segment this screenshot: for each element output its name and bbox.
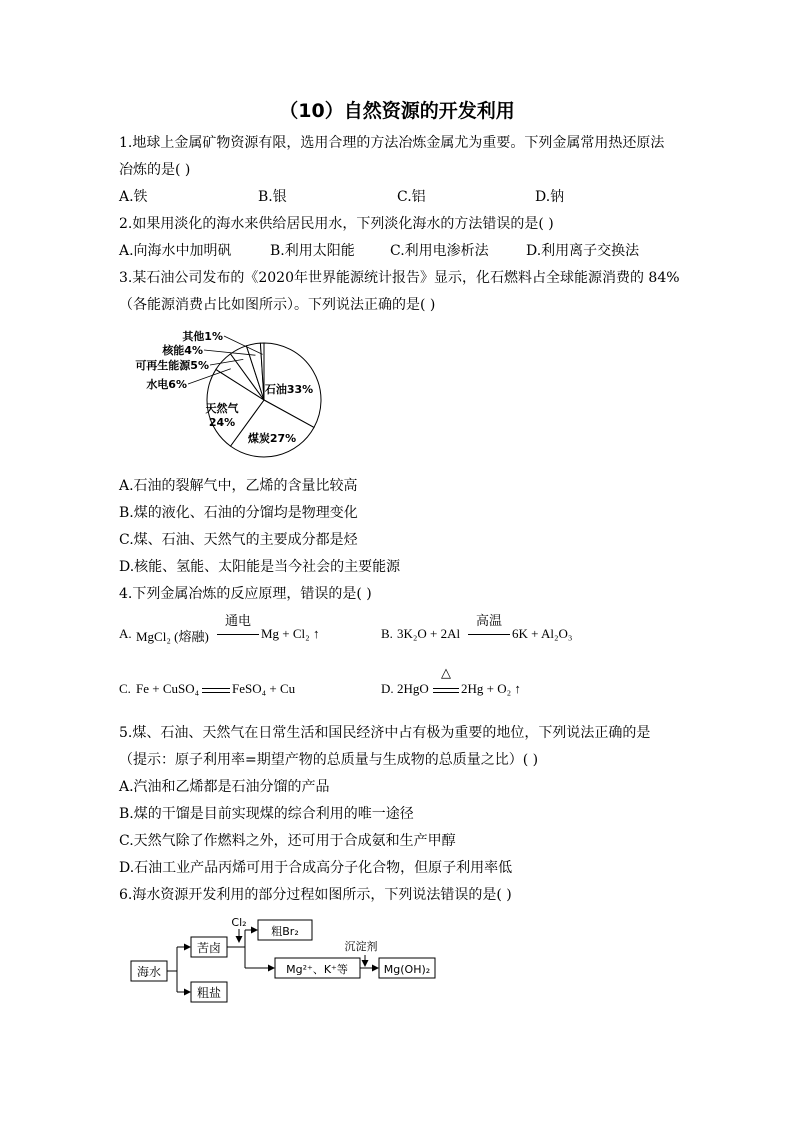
q4-a-reaction-line xyxy=(217,634,259,635)
q4-d-equals-sign xyxy=(433,688,459,693)
q4-a-condition: 通电 xyxy=(224,614,251,629)
q4-c-products: FeSO₄ + Cu xyxy=(232,681,296,696)
energy-pie-chart xyxy=(119,325,334,465)
q4-d-condition: △ xyxy=(441,666,451,681)
seawater-label: 海水 xyxy=(136,965,162,979)
brine-label: 苦卤 xyxy=(196,941,222,955)
pie-label-gas-value: 24% xyxy=(208,416,236,429)
q5-option-c: C.天然气除了作燃料之外，还可用于合成氨和生产甲醇 xyxy=(119,833,456,849)
q4-b-reactants: 3K₂O + 2Al xyxy=(397,626,461,641)
q4-a-label: A. xyxy=(119,626,132,641)
q5-stem-line1: 5.煤、石油、天然气在日常生活和国民经济中占有极为重要的地位，下列说法正确的是 xyxy=(119,725,651,741)
q1-option-a: A.铁 xyxy=(119,189,148,205)
q4-c-equals-sign xyxy=(202,688,230,693)
q3-option-b: B.煤的液化、石油的分馏均是物理变化 xyxy=(119,505,358,521)
q1-option-c: C.铝 xyxy=(397,189,426,205)
q4-c-reactants: Fe + CuSO₄ xyxy=(136,681,200,696)
q3-option-c: C.煤、石油、天然气的主要成分都是烃 xyxy=(119,532,358,548)
mg-oh2-label: Mg(OH)₂ xyxy=(383,963,431,976)
q1-option-d: D.钠 xyxy=(535,189,565,205)
q2-stem: 2.如果用淡化的海水来供给居民用水，下列淡化海水的方法错误的是( ) xyxy=(119,216,554,232)
q5-stem-line2: （提示：原子利用率=期望产物的总质量与生成物的总质量之比）( ) xyxy=(119,752,539,768)
q2-option-a: A.向海水中加明矾 xyxy=(119,243,232,259)
q4-d-label: D. xyxy=(381,681,394,696)
crude-salt-label: 粗盐 xyxy=(196,986,222,1000)
pie-label-renewable: 可再生能源5% xyxy=(135,359,209,372)
pie-label-oil: 石油33% xyxy=(264,383,314,396)
q3-option-d: D.核能、氢能、太阳能是当今社会的主要能源 xyxy=(119,559,401,575)
q4-a-products: Mg + Cl₂ ↑ xyxy=(261,626,320,641)
q5-option-d: D.石油工业产品丙烯可用于合成高分子化合物，但原子利用率低 xyxy=(119,860,513,876)
cl2-label: Cl₂ xyxy=(231,916,247,929)
pie-label-hydro: 水电6% xyxy=(146,378,187,391)
q4-b-condition: 高温 xyxy=(475,614,502,629)
pie-label-other: 其他1% xyxy=(182,330,223,343)
q5-option-b: B.煤的干馏是目前实现煤的综合利用的唯一途径 xyxy=(119,806,414,822)
page-title: （10）自然资源的开发利用 xyxy=(279,100,515,122)
q3-option-a: A.石油的裂解气中，乙烯的含量比较高 xyxy=(119,478,358,494)
pie-label-nuclear: 核能4% xyxy=(162,344,203,357)
q4-c-label: C. xyxy=(119,681,131,696)
q6-stem: 6.海水资源开发利用的部分过程如图所示，下列说法错误的是( ) xyxy=(119,887,512,903)
q4-b-products: 6K + Al₂O₃ xyxy=(512,626,573,641)
crude-br2-label: 粗Br₂ xyxy=(271,925,299,938)
q5-option-a: A.汽油和乙烯都是石油分馏的产品 xyxy=(119,779,330,795)
precipitant-label: 沉淀剂 xyxy=(344,940,378,953)
q2-option-c: C.利用电渗析法 xyxy=(390,243,489,259)
q4-stem: 4.下列金属冶炼的反应原理，错误的是( ) xyxy=(119,586,372,602)
q3-stem-line1: 3.某石油公司发布的《2020年世界能源统计报告》显示，化石燃料占全球能源消费的 84% xyxy=(119,270,680,286)
q4-a-reactants: MgCl₂ (熔融) xyxy=(136,629,209,644)
q4-d-products: 2Hg + O₂ ↑ xyxy=(461,681,521,696)
q4-b-label: B. xyxy=(381,626,393,641)
pie-label-coal: 煤炭27% xyxy=(247,432,297,445)
q3-stem-line2: （各能源消费占比如图所示）。下列说法正确的是( ) xyxy=(119,297,436,313)
q1-stem-line1: 1.地球上金属矿物资源有限，选用合理的方法冶炼金属尤为重要。下列金属常用热还原法 xyxy=(119,135,665,151)
q2-option-b: B.利用太阳能 xyxy=(270,243,355,259)
q4-b-reaction-line xyxy=(468,634,510,635)
ions-label: Mg²⁺、K⁺等 xyxy=(286,963,348,976)
seawater-process-diagram xyxy=(125,915,445,1005)
pie-label-gas: 天然气 xyxy=(205,402,239,415)
q2-option-d: D.利用离子交换法 xyxy=(526,243,640,259)
q1-stem-line2: 冶炼的是( ) xyxy=(119,162,191,178)
q1-option-b: B.银 xyxy=(258,189,287,205)
q4-d-reactants: 2HgO xyxy=(397,681,429,696)
